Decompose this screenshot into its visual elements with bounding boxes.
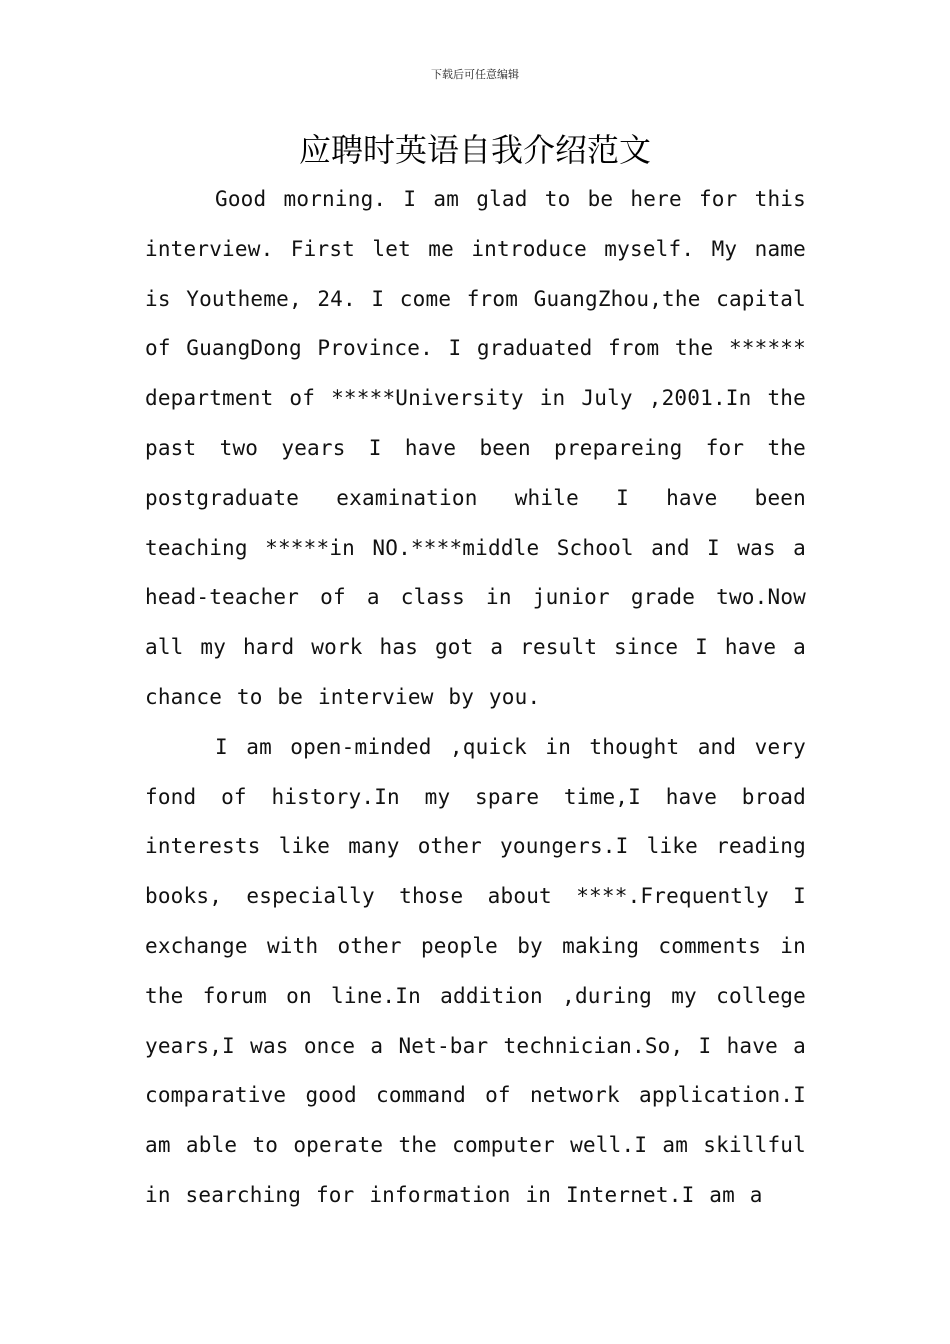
document-title: 应聘时英语自我介绍范文 [298, 131, 651, 169]
paragraph-1: Good morning. I am glad to be here for this interview. First let me introduce myself. My name is Youtheme, 24. I come from GuangZhou,the capital of GuangDong Province. I graduated from the ****** department of *****University in July ,2001.In the past two years I have been prepareing for the postgraduate examination while I have been teaching *****in NO.****middle School and I was a head-teacher of a class in junior grade two.Now all my hard work has got a result since I have a chance to be interview by you. [145, 187, 806, 709]
paragraph-2: I am open-minded ,quick in thought and very fond of history.In my spare time,I have broad interests like many other youngers.I like reading books, especially those about ****.Frequently I exchange with other people by making comments in the forum on line.In addition ,during my college years,I was once a Net-bar technician.So, I have a comparative good command of network application.I am able to operate the computer well.I am skillful in searching for information in Internet.I am a [145, 734, 806, 1207]
document-body [145, 175, 806, 1221]
header-note: 下载后可任意编辑 [431, 68, 519, 81]
